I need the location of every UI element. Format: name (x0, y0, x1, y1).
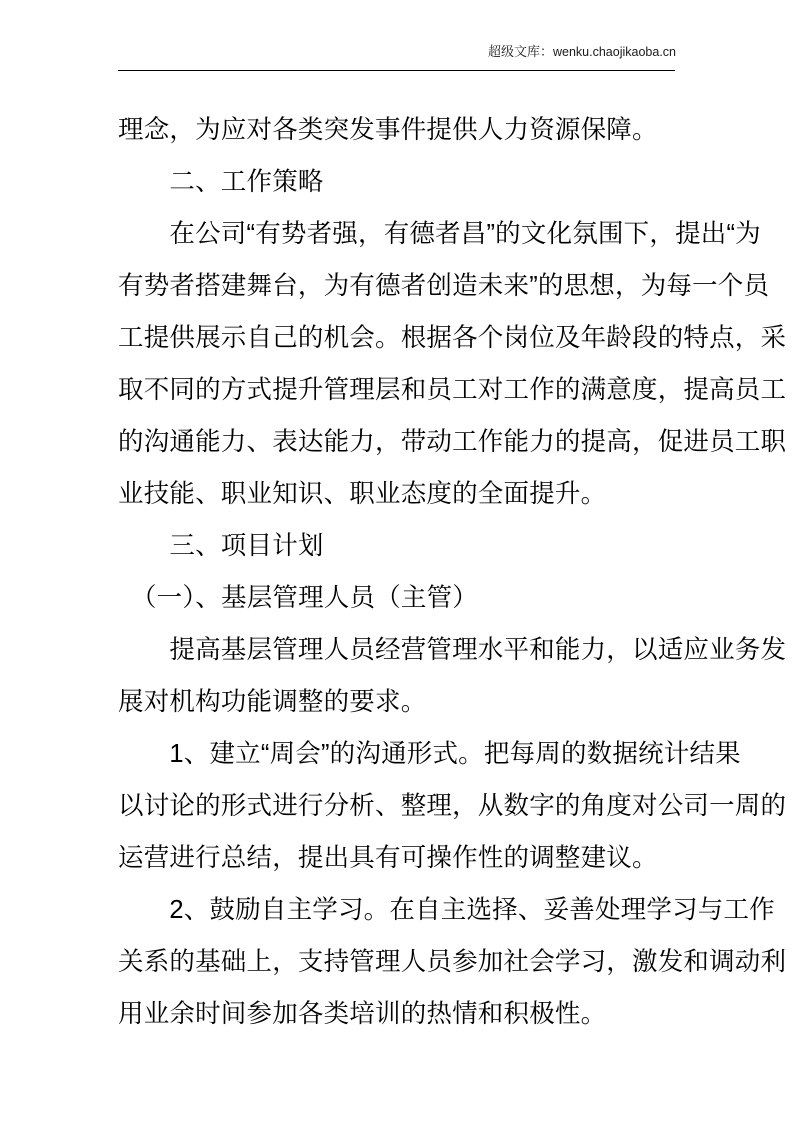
header-watermark (118, 44, 676, 60)
text-line-body-continuation: 的沟通能力、表达能力，带动工作能力的提高，促进员工职 (118, 428, 787, 456)
header-url-label: wenku.chaojikaoba.cn (553, 45, 676, 59)
text-line-body-continuation: 展对机构功能调整的要求。 (118, 688, 427, 716)
text-line-body-continuation: 以讨论的形式进行分析、整理，从数字的角度对公司一周的 (118, 792, 787, 820)
text-line-body-first: 提高基层管理人员经营管理水平和能力，以适应业务发 (118, 636, 787, 664)
document-body (118, 104, 787, 1040)
text-line-subheading: （一）、基层管理人员（主管） (118, 584, 479, 612)
text-line-body-continuation: 用业余时间参加各类培训的热情和积极性。 (118, 1000, 607, 1028)
header-divider-rule (118, 70, 675, 71)
text-line-body-continuation: 有势者搭建舞台，为有德者创造未来”的思想，为每一个员 (118, 272, 770, 300)
text-line-body-continuation: 关系的基础上，支持管理人员参加社会学习，激发和调动利 (118, 948, 787, 976)
text-line-body-continuation: 工提供展示自己的机会。根据各个岗位及年龄段的特点，采 (118, 324, 787, 352)
text-line-body-continuation: 运营进行总结，提出具有可操作性的调整建议。 (118, 844, 658, 872)
text-line-body-first: 2、鼓励自主学习。在自主选择、妥善处理学习与工作 (118, 896, 775, 924)
text-line-body-continuation: 业技能、职业知识、职业态度的全面提升。 (118, 480, 607, 508)
text-line-body-continuation: 取不同的方式提升管理层和员工对工作的满意度，提高员工 (118, 376, 787, 404)
text-line-heading: 二、工作策略 (118, 168, 324, 196)
text-line-body-first: 在公司“有势者强，有德者昌”的文化氛围下，提出“为 (118, 220, 761, 248)
header-brand-label: 超级文库： (487, 44, 553, 59)
text-line-body-first: 1、建立“周会”的沟通形式。把每周的数据统计结果 (118, 740, 741, 768)
text-line-body-continuation: 理念，为应对各类突发事件提供人力资源保障。 (118, 116, 658, 144)
text-line-heading: 三、项目计划 (118, 532, 324, 560)
